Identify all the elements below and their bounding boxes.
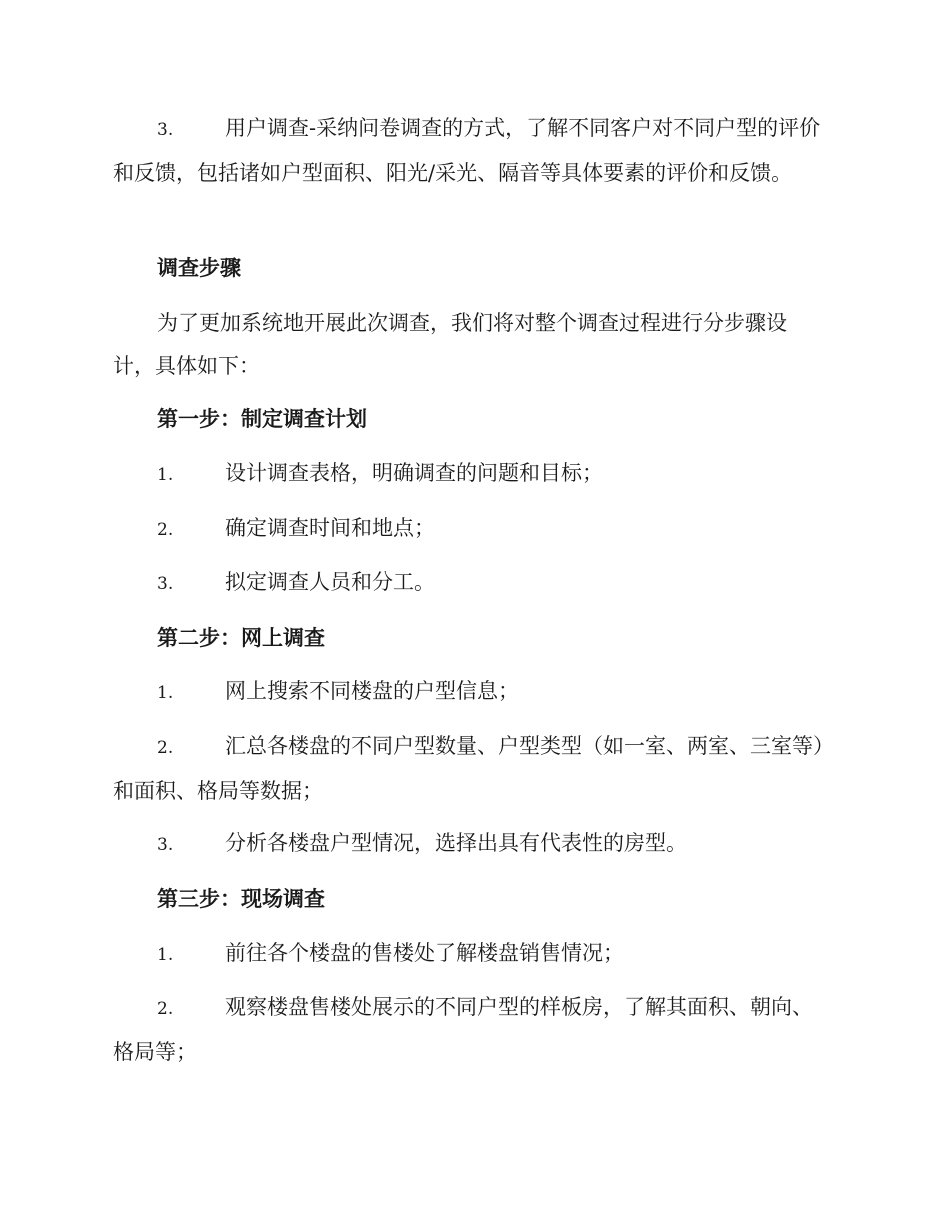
list-number: 2. xyxy=(157,738,174,758)
list-number: 1. xyxy=(157,945,174,965)
list-item xyxy=(113,107,825,195)
section-heading: 调查步骤 xyxy=(157,255,241,280)
list-number: 1. xyxy=(157,465,174,485)
list-number: 3. xyxy=(157,835,174,855)
list-item xyxy=(113,822,825,867)
list-number: 2. xyxy=(157,999,174,1019)
step-heading: 第三步：现场调查 xyxy=(157,886,325,911)
list-text: 观察楼盘售楼处展示的不同户型的样板房，了解其面积、朝向、格局等； xyxy=(113,995,813,1064)
list-number: 2. xyxy=(157,520,174,540)
list-number: 3. xyxy=(157,574,174,594)
list-text: 设计调查表格，明确调查的问题和目标； xyxy=(225,461,603,485)
list-item xyxy=(113,986,825,1074)
list-text: 分析各楼盘户型情况，选择出具有代表性的房型。 xyxy=(225,831,687,855)
list-item xyxy=(113,507,825,552)
list-text: 汇总各楼盘的不同户型数量、户型类型（如一室、两室、三室等）和面积、格局等数据； xyxy=(113,734,824,803)
list-item xyxy=(113,561,825,606)
step-heading: 第二步：网上调查 xyxy=(157,625,325,650)
list-text: 确定调查时间和地点； xyxy=(225,516,435,540)
list-text: 前往各个楼盘的售楼处了解楼盘销售情况； xyxy=(225,941,624,965)
list-item xyxy=(113,452,825,497)
list-text: 用户调查-采纳问卷调查的方式，了解不同客户对不同户型的评价和反馈，包括诸如户型面积、阳光/采光、隔音等具体要素的评价和反馈。 xyxy=(113,116,821,185)
list-number: 3. xyxy=(157,120,174,140)
step-heading: 第一步：制定调查计划 xyxy=(157,406,367,431)
list-number: 1. xyxy=(157,683,174,703)
list-item xyxy=(113,670,825,715)
list-text: 拟定调查人员和分工。 xyxy=(225,570,435,594)
list-text: 网上搜索不同楼盘的户型信息； xyxy=(225,679,519,703)
list-item xyxy=(113,725,825,813)
paragraph: 为了更加系统地开展此次调查，我们将对整个调查过程进行分步骤设计，具体如下： xyxy=(113,311,787,378)
list-item xyxy=(113,932,825,977)
